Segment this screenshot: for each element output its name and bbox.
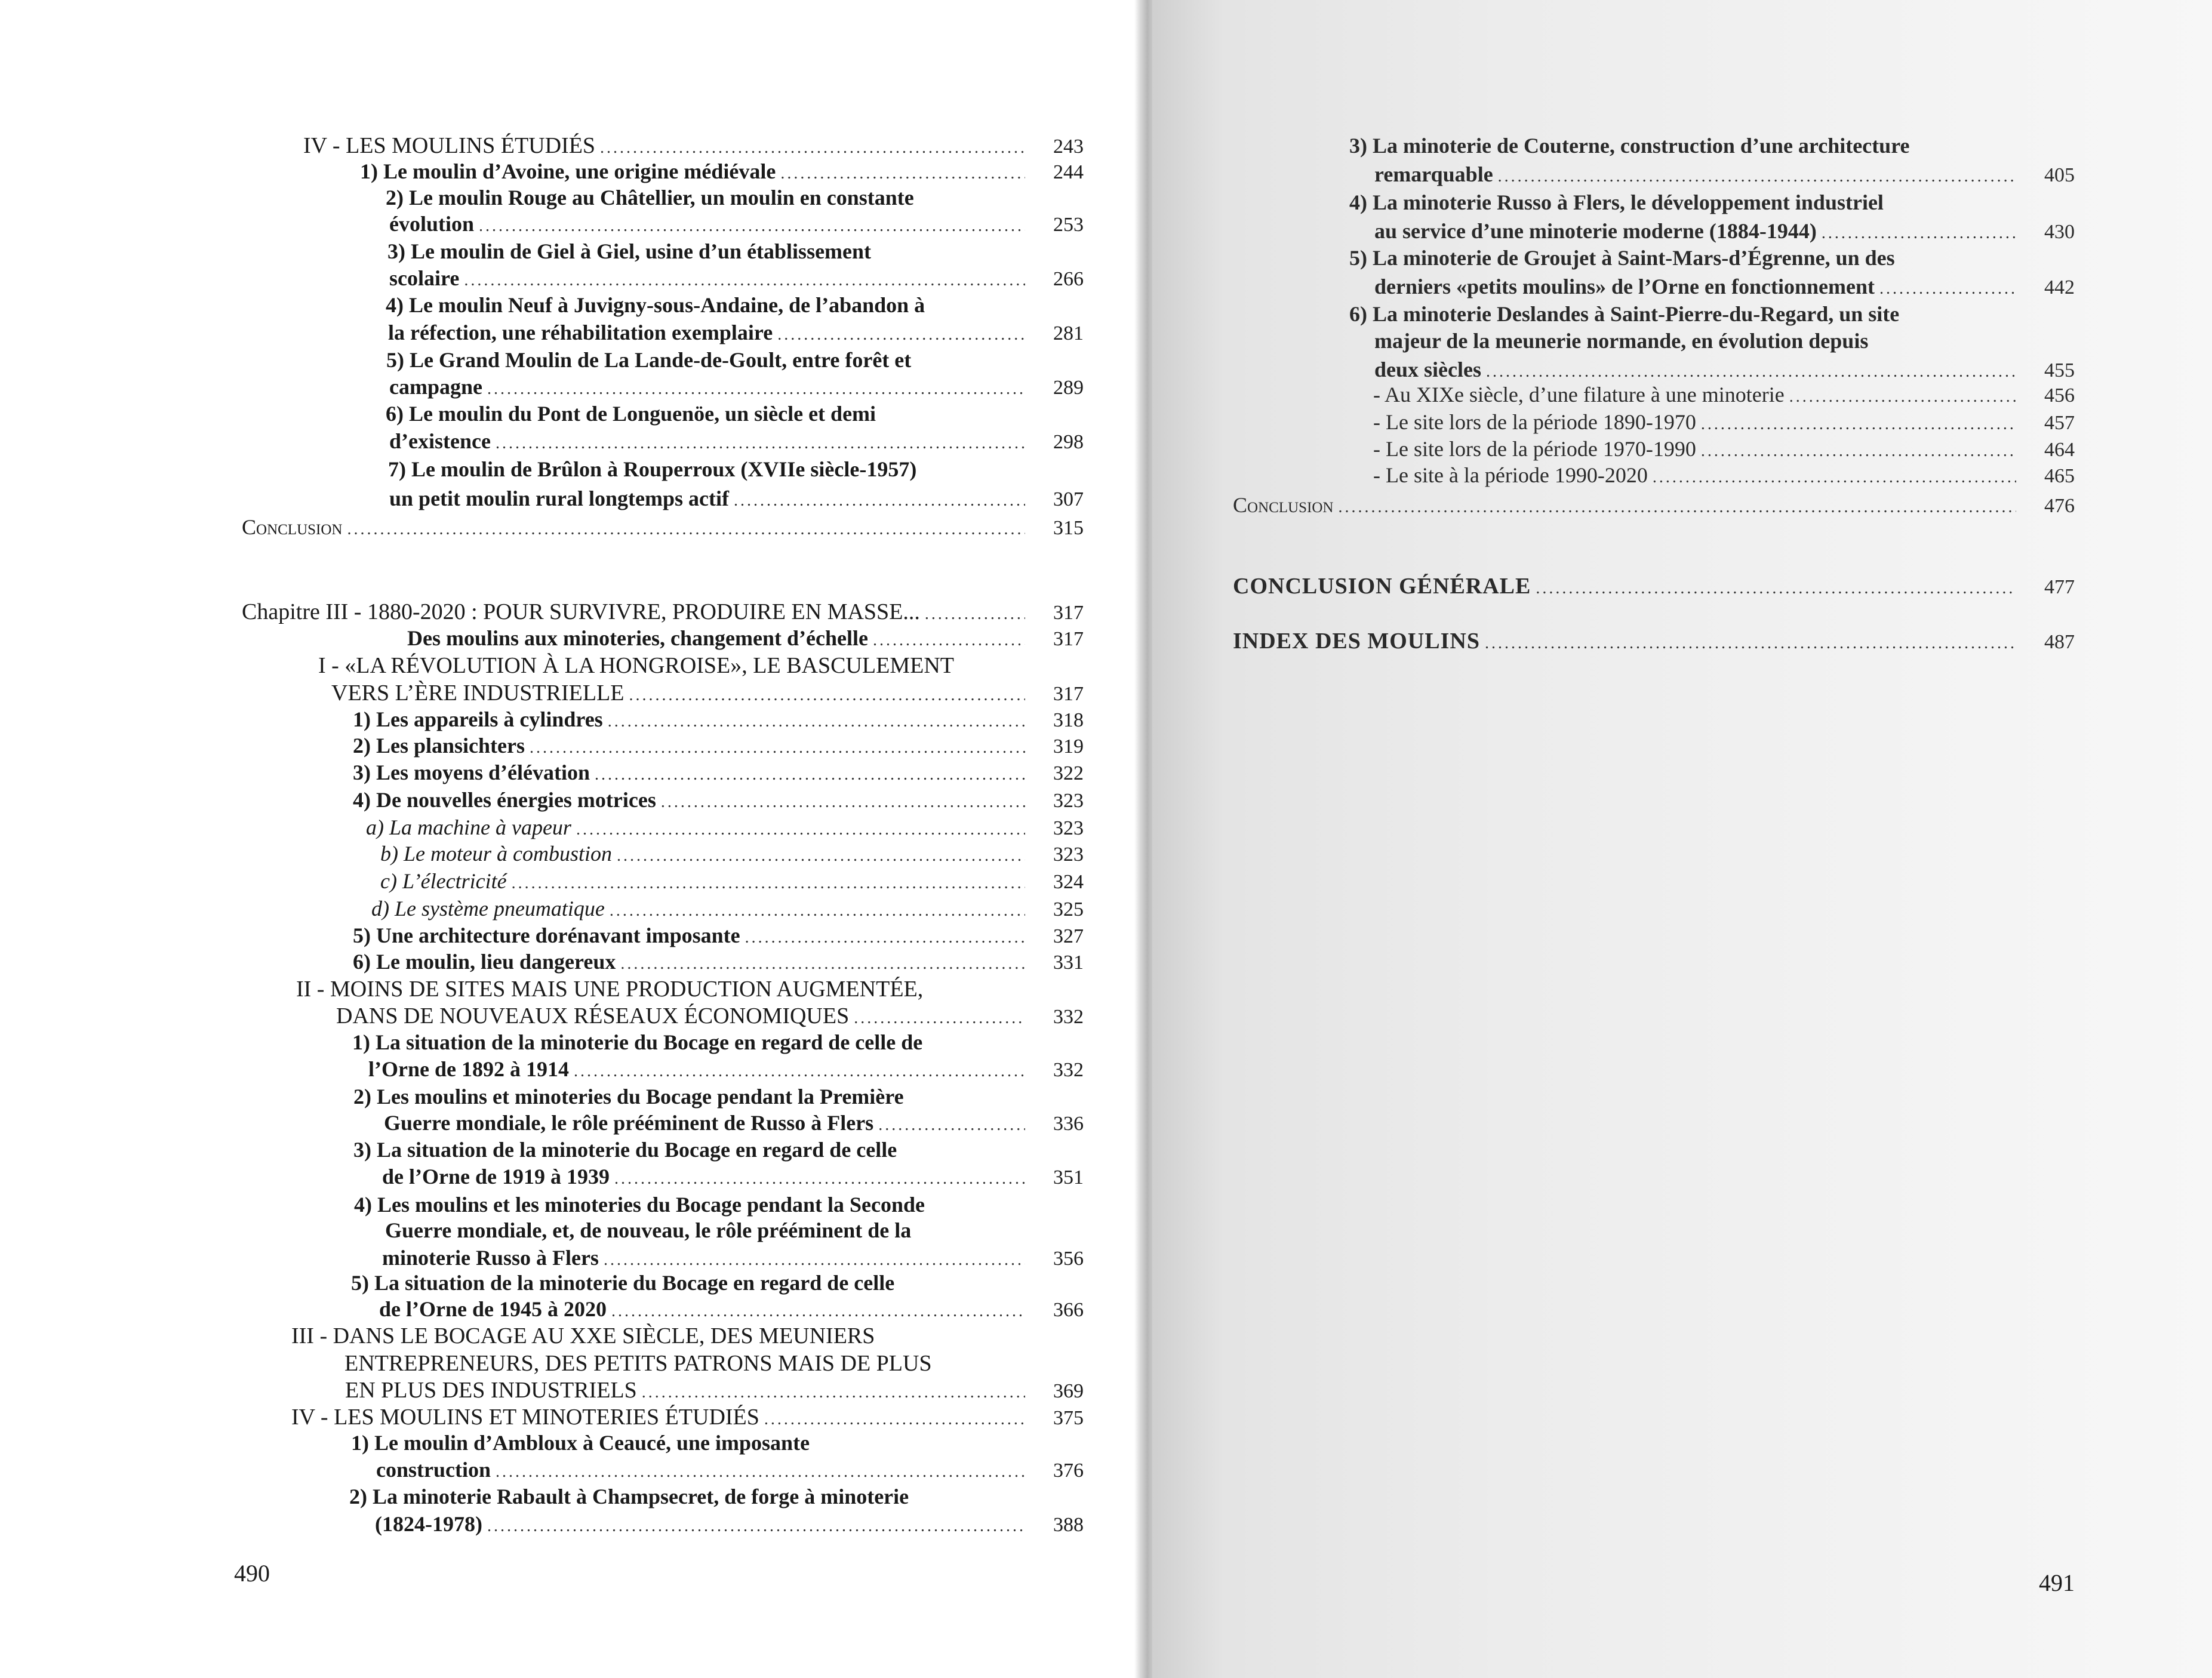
toc-entry-title: 5) Le Grand Moulin de La Lande-de-Goult, entre forêt et (386, 348, 912, 372)
toc-page-number: 388 (1053, 1514, 1084, 1536)
dot-leader (574, 1062, 1025, 1081)
dot-leader (479, 217, 1025, 236)
toc-entry (1373, 382, 2075, 411)
toc-page-number: 317 (1053, 628, 1084, 650)
toc-entry-title: minoterie Russo à Flers (382, 1246, 599, 1270)
toc-page-number: 318 (1053, 709, 1084, 731)
toc-entry-title: CONCLUSION GÉNÉRALE (1233, 574, 1531, 599)
toc-entry-title: 1) La situation de la minoterie du Bocage en regard de celle de (352, 1030, 923, 1054)
toc-entry-title: Conclusion (1233, 493, 1334, 517)
toc-entry-title: Conclusion (242, 515, 343, 539)
toc-entry-title: construction (376, 1458, 491, 1482)
toc-entry-title: remarquable (1374, 162, 1493, 186)
toc-entry-title: majeur de la meunerie normande, en évolution depuis (1374, 329, 1869, 353)
toc-entry-title: deux siècles (1374, 358, 1481, 381)
toc-entry (371, 896, 1084, 925)
dot-leader (1789, 387, 2016, 407)
toc-entry-title: b) Le moteur à combustion (380, 842, 612, 866)
dot-leader (1498, 167, 2016, 186)
toc-entry-title: c) L’électricité (380, 869, 507, 893)
toc-entry (336, 1003, 1084, 1032)
dot-leader (1701, 442, 2016, 461)
toc-entry (349, 1484, 1084, 1513)
toc-entry-title: EN PLUS DES INDUSTRIELS (345, 1378, 637, 1403)
dot-leader (1486, 362, 2016, 381)
toc-entry (407, 626, 1084, 654)
toc-entry (1233, 628, 2075, 657)
toc-entry-title: 7) Le moulin de Brûlon à Rouperroux (XVIIe siècle-1957) (388, 457, 917, 481)
toc-entry (375, 1511, 1084, 1540)
toc-entry (366, 815, 1084, 843)
dot-leader (1536, 579, 2016, 598)
toc-entry (1373, 410, 2075, 438)
right-page (1152, 0, 2212, 1678)
toc-entry (376, 1457, 1084, 1486)
toc-entry-title: INDEX DES MOULINS (1233, 629, 1480, 654)
toc-entry-title: évolution (389, 212, 475, 236)
toc-entry (353, 949, 1084, 978)
toc-page-number: 324 (1053, 871, 1084, 893)
dot-leader (1338, 498, 2016, 517)
dot-leader (487, 380, 1025, 399)
toc-entry-title: (1824-1978) (375, 1512, 482, 1536)
dot-leader (878, 1116, 1025, 1135)
toc-page-number: 243 (1053, 136, 1084, 158)
toc-page-number: 244 (1053, 161, 1084, 183)
toc-entry-title: 5) La situation de la minoterie du Bocage en regard de celle (351, 1271, 895, 1295)
toc-entry (386, 293, 1084, 321)
toc-entry-title: IV - LES MOULINS ÉTUDIÉS (303, 133, 596, 158)
toc-entry (353, 787, 1084, 816)
toc-entry-title: DANS DE NOUVEAUX RÉSEAUX ÉCONOMIQUES (336, 1003, 850, 1029)
toc-entry (1233, 492, 2075, 521)
dot-leader (611, 1302, 1025, 1321)
dot-leader (617, 846, 1025, 866)
toc-entry-title: 4) La minoterie Russo à Flers, le développement industriel (1349, 190, 1884, 214)
toc-page-number: 464 (2044, 439, 2075, 461)
toc-entry (380, 841, 1084, 870)
toc-page-number: 317 (1053, 683, 1084, 705)
dot-leader (925, 605, 1025, 624)
toc-entry-title: campagne (389, 375, 482, 399)
toc-page-number: 351 (1053, 1166, 1084, 1189)
dot-leader (1879, 279, 2016, 298)
toc-entry (387, 239, 1084, 267)
toc-page-number: 281 (1053, 322, 1084, 344)
toc-page-number: 430 (2044, 221, 2075, 243)
toc-entry (389, 429, 1084, 457)
toc-entry-title: 2) Les moulins et minoteries du Bocage pendant la Première (353, 1085, 904, 1109)
toc-entry-title: 1) Le moulin d’Avoine, une origine médiévale (360, 159, 776, 183)
dot-leader (661, 793, 1025, 812)
toc-page-number: 332 (1053, 1059, 1084, 1081)
toc-entry (1233, 573, 2075, 602)
dot-leader (576, 820, 1025, 839)
toc-entry-title: Chapitre III - 1880-2020 : POUR SURVIVRE, PRODUIRE EN MASSE... (242, 599, 920, 624)
toc-entry (344, 1350, 1084, 1379)
dot-leader (487, 1517, 1025, 1536)
toc-entry (1374, 218, 2075, 247)
dot-leader (1701, 415, 2016, 434)
dot-leader (734, 491, 1025, 510)
toc-entry (389, 211, 1084, 240)
dot-leader (614, 1169, 1025, 1189)
toc-entry (1373, 463, 2075, 491)
toc-entry (385, 1218, 1084, 1246)
toc-page-number: 298 (1053, 431, 1084, 453)
toc-entry-title: 3) La situation de la minoterie du Bocage en regard de celle (353, 1138, 897, 1162)
toc-entry-title: de l’Orne de 1945 à 2020 (379, 1297, 607, 1321)
toc-entry (388, 457, 1084, 485)
toc-entry-title: - Le site lors de la période 1890-1970 (1373, 410, 1696, 434)
toc-page-number: 465 (2044, 465, 2075, 487)
toc-page-number: 405 (2044, 164, 2075, 186)
toc-page-number: 253 (1053, 214, 1084, 236)
toc-page-number: 317 (1053, 602, 1084, 624)
toc-entry (382, 1245, 1084, 1274)
toc-entry (1349, 245, 2075, 274)
page-number-right: 491 (2039, 1569, 2075, 1596)
toc-page-number: 322 (1053, 762, 1084, 784)
toc-entry (360, 159, 1084, 187)
dot-leader (745, 928, 1025, 947)
toc-entry (303, 133, 1084, 161)
toc-entry (368, 1057, 1084, 1085)
dot-leader (530, 738, 1025, 758)
dot-leader (464, 271, 1025, 290)
toc-page-number: 356 (1053, 1248, 1084, 1270)
toc-entry-title: VERS L’ÈRE INDUSTRIELLE (331, 681, 624, 706)
dot-leader (610, 901, 1025, 920)
toc-page-number: 323 (1053, 790, 1084, 812)
dot-leader (764, 1410, 1025, 1429)
toc-entry-title: scolaire (389, 266, 460, 290)
toc-entry (380, 869, 1084, 897)
toc-entry (1374, 274, 2075, 303)
toc-entry (389, 266, 1084, 294)
dot-leader (1485, 634, 2016, 653)
toc-entry (353, 1137, 1084, 1166)
toc-page-number: 456 (2044, 384, 2075, 407)
toc-entry-title: 2) La minoterie Rabault à Champsecret, de forge à minoterie (349, 1485, 909, 1508)
dot-leader (854, 1009, 1025, 1028)
toc-page-number: 455 (2044, 359, 2075, 381)
dot-leader (629, 686, 1025, 705)
toc-entry (353, 707, 1084, 735)
toc-entry (1374, 357, 2075, 386)
dot-leader (620, 955, 1025, 974)
toc-entry (291, 1404, 1084, 1433)
toc-page-number: 331 (1053, 952, 1084, 974)
toc-page-number: 323 (1053, 843, 1084, 866)
toc-entry-title: un petit moulin rural longtemps actif (389, 487, 730, 510)
toc-entry-title: l’Orne de 1892 à 1914 (368, 1057, 569, 1081)
toc-entry-title: ENTREPRENEURS, DES PETITS PATRONS MAIS DE PLUS (344, 1351, 932, 1376)
toc-page-number: 375 (1053, 1407, 1084, 1429)
toc-page-number: 366 (1053, 1299, 1084, 1321)
toc-entry (389, 374, 1084, 403)
toc-entry (1374, 162, 2075, 190)
toc-entry (386, 401, 1084, 430)
toc-page-number: 307 (1053, 488, 1084, 510)
toc-entry-title: d) Le système pneumatique (371, 897, 605, 920)
toc-entry-title: 2) Le moulin Rouge au Châtellier, un moulin en constante (386, 186, 914, 210)
toc-entry (353, 923, 1084, 952)
toc-page-number: 369 (1053, 1380, 1084, 1402)
toc-page-number: 457 (2044, 412, 2075, 434)
toc-page-number: 442 (2044, 276, 2075, 298)
toc-entry-title: 6) La minoterie Deslandes à Saint-Pierre-du-Regard, un site (1349, 302, 1900, 326)
toc-entry-title: 3) Les moyens d’élévation (353, 761, 590, 784)
toc-page-number: 327 (1053, 925, 1084, 947)
toc-page-number: 289 (1053, 377, 1084, 399)
toc-entry (242, 599, 1084, 627)
toc-page-number: 477 (2044, 576, 2075, 598)
dot-leader (496, 1463, 1025, 1482)
toc-entry-title: 6) Le moulin, lieu dangereux (353, 950, 616, 974)
toc-entry-title: 2) Les plansichters (353, 734, 525, 758)
toc-entry-title: - Le site à la période 1990-2020 (1373, 463, 1648, 487)
dot-leader (604, 1251, 1025, 1270)
dot-leader (642, 1383, 1025, 1402)
toc-entry (345, 1377, 1084, 1406)
toc-entry (1349, 301, 2075, 330)
toc-entry (351, 1430, 1084, 1459)
dot-leader (1822, 224, 2016, 243)
toc-entry (352, 1030, 1084, 1058)
dot-leader (777, 325, 1025, 344)
toc-entry (291, 1323, 1084, 1351)
toc-entry-title: IV - LES MOULINS ET MINOTERIES ÉTUDIÉS (291, 1405, 759, 1430)
dot-leader (347, 520, 1025, 539)
toc-entry (353, 1084, 1084, 1113)
toc-entry (354, 1192, 1084, 1221)
toc-entry-title: Guerre mondiale, et, de nouveau, le rôle prééminent de la (385, 1218, 912, 1242)
toc-entry (389, 486, 1084, 515)
toc-entry (1349, 190, 2075, 218)
toc-entry-title: 4) De nouvelles énergies motrices (353, 788, 656, 812)
toc-entry-title: au service d’une minoterie moderne (1884-1944) (1374, 219, 1817, 243)
dot-leader (595, 765, 1025, 784)
toc-page-number: 487 (2044, 631, 2075, 653)
toc-entry (331, 680, 1084, 709)
toc-entry (1373, 436, 2075, 465)
toc-entry-title: d’existence (389, 429, 491, 453)
toc-entry (351, 1270, 1084, 1299)
toc-entry (353, 760, 1084, 789)
toc-entry (242, 515, 1084, 543)
toc-entry-title: a) La machine à vapeur (366, 815, 571, 839)
toc-entry (296, 976, 1084, 1005)
toc-entry-title: 6) Le moulin du Pont de Longuenöe, un siècle et demi (386, 402, 876, 426)
page-number-left: 490 (234, 1560, 270, 1587)
dot-leader (496, 434, 1025, 453)
toc-page-number: 319 (1053, 735, 1084, 758)
toc-entry-title: 1) Le moulin d’Ambloux à Ceaucé, une imposante (351, 1431, 810, 1455)
toc-entry-title: 5) Une architecture dorénavant imposante (353, 923, 740, 947)
toc-entry-title: 3) La minoterie de Couterne, construction d’une architecture (1349, 134, 1910, 158)
toc-entry (1349, 133, 2075, 162)
toc-page-number: 325 (1053, 898, 1084, 920)
toc-entry-title: Des moulins aux minoteries, changement d’échelle (407, 626, 868, 650)
dot-leader (1653, 468, 2016, 487)
toc-entry-title: 3) Le moulin de Giel à Giel, usine d’un établissement (387, 239, 872, 263)
toc-page-number: 266 (1053, 268, 1084, 290)
toc-entry-title: III - DANS LE BOCAGE AU XXE SIÈCLE, DES MEUNIERS (291, 1323, 875, 1348)
toc-entry-title: derniers «petits moulins» de l’Orne en fonctionnement (1374, 275, 1875, 298)
toc-entry-title: I - «LA RÉVOLUTION À LA HONGROISE», LE BASCULEMENT (318, 653, 954, 678)
toc-entry (388, 320, 1084, 349)
toc-entry-title: 4) Les moulins et les minoteries du Bocage pendant la Seconde (354, 1193, 925, 1217)
toc-entry (318, 652, 1084, 681)
toc-entry-title: 5) La minoterie de Groujet à Saint-Mars-d’Égrenne, un des (1349, 246, 1895, 270)
toc-entry (386, 185, 1084, 214)
toc-entry (353, 733, 1084, 762)
dot-leader (873, 631, 1025, 650)
toc-entry (1374, 328, 2075, 357)
toc-entry-title: - Au XIXe siècle, d’une filature à une minoterie (1373, 383, 1785, 407)
toc-entry (386, 347, 1084, 376)
toc-page-number: 332 (1053, 1006, 1084, 1028)
toc-entry-title: 1) Les appareils à cylindres (353, 707, 603, 731)
toc-entry-title: Guerre mondiale, le rôle prééminent de Russo à Flers (384, 1111, 874, 1135)
toc-entry (382, 1164, 1084, 1193)
toc-entry-title: II - MOINS DE SITES MAIS UNE PRODUCTION AUGMENTÉE, (296, 977, 924, 1002)
toc-page-number: 336 (1053, 1113, 1084, 1135)
dot-leader (512, 874, 1025, 893)
toc-page-number: 476 (2044, 495, 2075, 517)
toc-entry-title: 4) Le moulin Neuf à Juvigny-sous-Andaine, de l’abandon à (386, 293, 925, 317)
toc-page-number: 376 (1053, 1460, 1084, 1482)
toc-entry (384, 1110, 1084, 1139)
dot-leader (780, 164, 1025, 183)
toc-entry (379, 1297, 1084, 1325)
toc-entry-title: de l’Orne de 1919 à 1939 (382, 1165, 610, 1189)
toc-entry-title: la réfection, une réhabilitation exemplaire (388, 321, 773, 344)
toc-page-number: 323 (1053, 817, 1084, 839)
dot-leader (600, 138, 1025, 158)
toc-entry-title: - Le site lors de la période 1970-1990 (1373, 437, 1696, 461)
dot-leader (608, 712, 1025, 731)
toc-page-number: 315 (1053, 517, 1084, 539)
